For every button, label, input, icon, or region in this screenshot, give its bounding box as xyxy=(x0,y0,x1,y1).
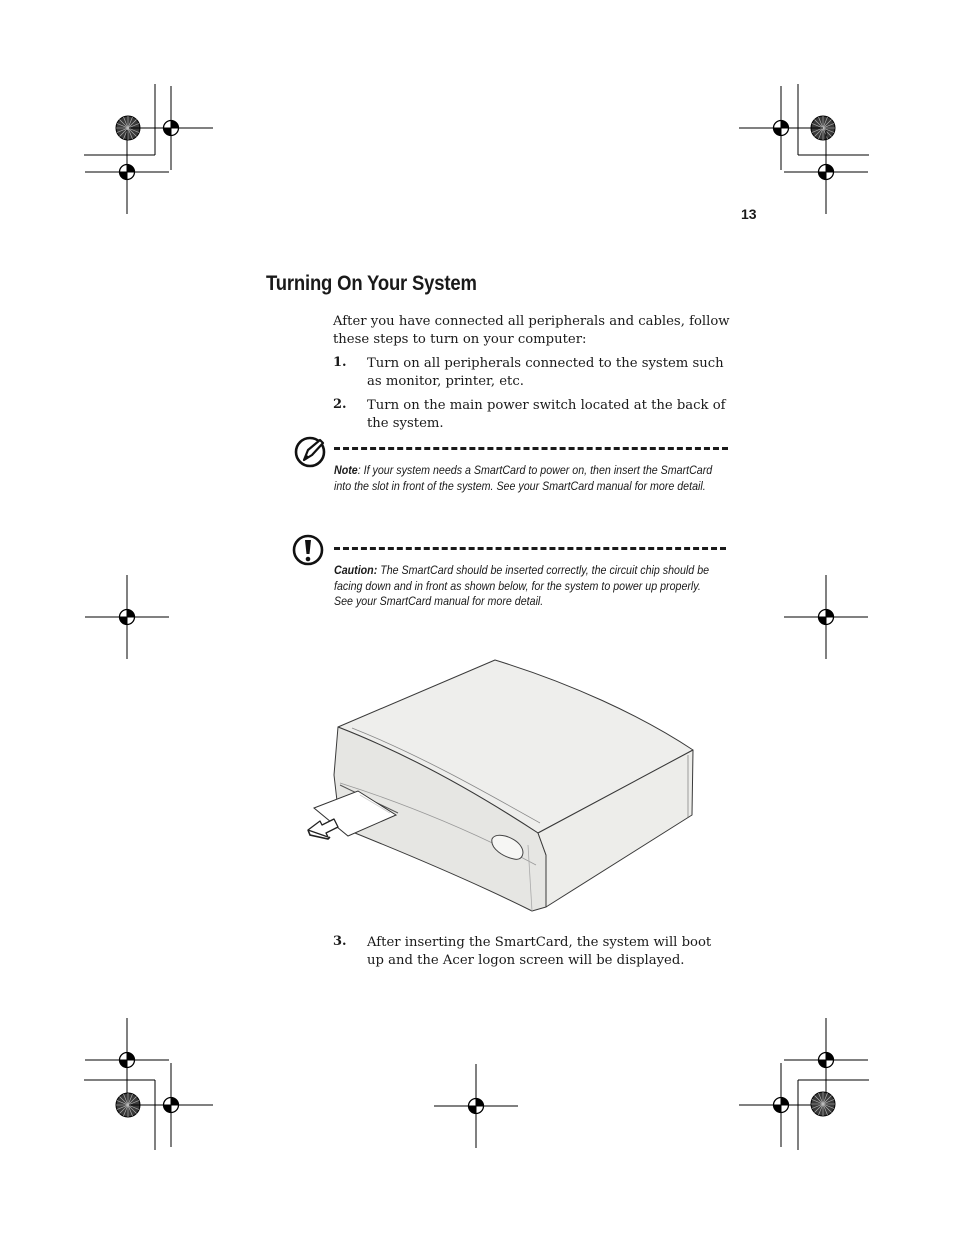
note-text xyxy=(334,463,720,494)
intro-paragraph: After you have connected all peripherals and cables, follow these steps to turn on your computer: xyxy=(333,314,730,347)
smartcard-insertion-illustration xyxy=(300,655,700,915)
note-label: Note xyxy=(334,464,358,477)
section-heading: Turning On Your System xyxy=(266,272,477,295)
caution-divider xyxy=(334,547,726,550)
step-3-number: 3. xyxy=(333,934,347,949)
note-body: : If your system needs a SmartCard to power on, then insert the SmartCard into the slot in front of the system. See your SmartCard manual for more detail. xyxy=(334,464,713,493)
step-1-number: 1. xyxy=(333,355,347,370)
note-pen-icon xyxy=(294,435,328,469)
step-3-text: After inserting the SmartCard, the system will boot up and the Acer logon screen will be displayed. xyxy=(367,935,712,968)
caution-text xyxy=(334,563,720,610)
step-2-text: Turn on the main power switch located at the back of the system. xyxy=(367,398,726,431)
caution-label: Caution: xyxy=(334,564,378,577)
caution-body: The SmartCard should be inserted correctly, the circuit chip should be facing down and in front as shown below, for the system to power up properly. See your SmartCard manual for more detail. xyxy=(334,564,710,608)
note-divider xyxy=(334,447,728,450)
step-2-number: 2. xyxy=(333,397,347,412)
caution-exclamation-icon xyxy=(292,534,326,568)
insert-arrow-icon xyxy=(308,819,338,837)
step-1-text: Turn on all peripherals connected to the system such as monitor, printer, etc. xyxy=(367,356,724,389)
page-number: 13 xyxy=(741,206,757,222)
